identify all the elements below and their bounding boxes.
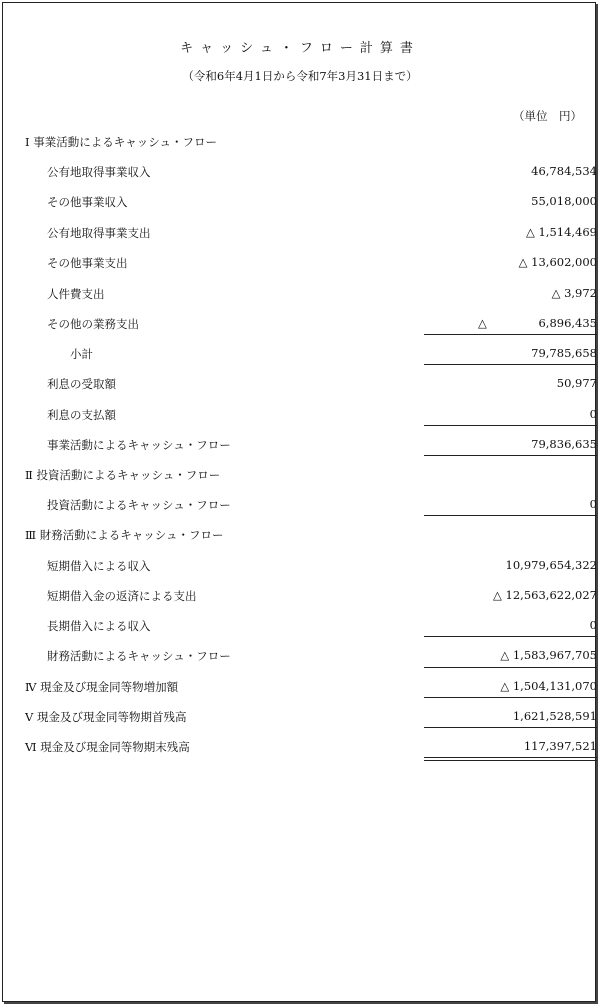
row-label: 利息の受取額 bbox=[47, 377, 116, 391]
row-amount: 117,397,521 bbox=[523, 739, 597, 753]
row-amount: 79,836,635 bbox=[531, 437, 597, 451]
total-rule bbox=[424, 455, 597, 456]
row-label: その他事業収入 bbox=[47, 195, 128, 209]
row-label: 事業活動によるキャッシュ・フロー bbox=[47, 438, 231, 452]
total-row bbox=[0, 431, 600, 461]
row-amount: 0 bbox=[589, 407, 597, 421]
table-row bbox=[0, 249, 600, 279]
row-amount: △ 1,504,131,070 bbox=[500, 679, 597, 693]
subtotal-rule bbox=[424, 364, 597, 365]
table-row bbox=[0, 552, 600, 582]
table-row bbox=[0, 188, 600, 218]
total-rule bbox=[424, 727, 597, 728]
row-label: Ⅲ 財務活動によるキャッシュ・フロー bbox=[25, 528, 224, 542]
row-label: 長期借入による収入 bbox=[47, 619, 151, 633]
row-amount: 10,979,654,322 bbox=[505, 558, 597, 572]
row-label: 小計 bbox=[70, 347, 93, 361]
net-change-row bbox=[0, 673, 600, 703]
row-label: 人件費支出 bbox=[47, 287, 105, 301]
row-label: 公有地取得事業支出 bbox=[47, 226, 151, 240]
negative-sign: △ bbox=[478, 316, 487, 330]
table-row bbox=[0, 310, 600, 340]
statement-period: （令和6年4月1日から令和7年3月31日まで） bbox=[182, 69, 418, 83]
row-label: Ⅳ 現金及び現金同等物増加額 bbox=[25, 680, 179, 694]
row-label: Ⅴ 現金及び現金同等物期首残高 bbox=[25, 710, 187, 724]
row-label: 投資活動によるキャッシュ・フロー bbox=[47, 498, 231, 512]
row-label: Ⅱ 投資活動によるキャッシュ・フロー bbox=[25, 468, 221, 482]
total-rule bbox=[424, 697, 597, 698]
row-label: その他の業務支出 bbox=[47, 317, 139, 331]
total-rule bbox=[424, 425, 597, 426]
subtotal-row bbox=[0, 340, 600, 370]
grand-total-double-rule bbox=[424, 757, 597, 761]
section-investing-heading bbox=[0, 461, 600, 491]
table-row bbox=[0, 280, 600, 310]
table-row bbox=[0, 582, 600, 612]
total-row bbox=[0, 491, 600, 521]
row-amount: 79,785,658 bbox=[531, 346, 597, 360]
table-row bbox=[0, 219, 600, 249]
row-label: Ⅰ 事業活動によるキャッシュ・フロー bbox=[25, 135, 217, 149]
unit-label: （単位 円） bbox=[513, 109, 582, 123]
row-label: 財務活動によるキャッシュ・フロー bbox=[47, 649, 231, 663]
row-amount: 55,018,000 bbox=[531, 194, 597, 208]
row-label: 公有地取得事業収入 bbox=[47, 165, 151, 179]
opening-balance-row bbox=[0, 703, 600, 733]
section-financing-heading bbox=[0, 521, 600, 551]
row-label: その他事業支出 bbox=[47, 256, 128, 270]
total-rule bbox=[424, 667, 597, 668]
row-amount: △ 12,563,622,027 bbox=[493, 588, 597, 602]
row-amount: △ 13,602,000 bbox=[518, 255, 597, 269]
section-operating-heading bbox=[0, 128, 600, 158]
row-amount: 0 bbox=[589, 618, 597, 632]
row-amount: 46,784,534 bbox=[531, 164, 597, 178]
row-amount: △ 1,583,967,705 bbox=[500, 648, 597, 662]
table-row bbox=[0, 612, 600, 642]
row-amount: 1,621,528,591 bbox=[512, 709, 597, 723]
table-row bbox=[0, 158, 600, 188]
statement-title: キャッシュ・フロー計算書 bbox=[180, 41, 420, 56]
row-amount: △ 1,514,469 bbox=[525, 225, 597, 239]
row-label: 利息の支払額 bbox=[47, 408, 116, 422]
total-rule bbox=[424, 515, 597, 516]
row-label: 短期借入金の返済による支出 bbox=[47, 589, 197, 603]
table-row bbox=[0, 370, 600, 400]
row-label: 短期借入による収入 bbox=[47, 559, 151, 573]
total-rule bbox=[424, 636, 597, 637]
row-amount: 0 bbox=[589, 497, 597, 511]
subtotal-rule bbox=[424, 334, 597, 335]
row-amount: 50,977 bbox=[556, 376, 597, 390]
row-amount: 6,896,435 bbox=[538, 316, 597, 330]
row-label: Ⅵ 現金及び現金同等物期末残高 bbox=[25, 740, 190, 754]
table-row bbox=[0, 401, 600, 431]
row-amount: △ 3,972 bbox=[551, 286, 597, 300]
